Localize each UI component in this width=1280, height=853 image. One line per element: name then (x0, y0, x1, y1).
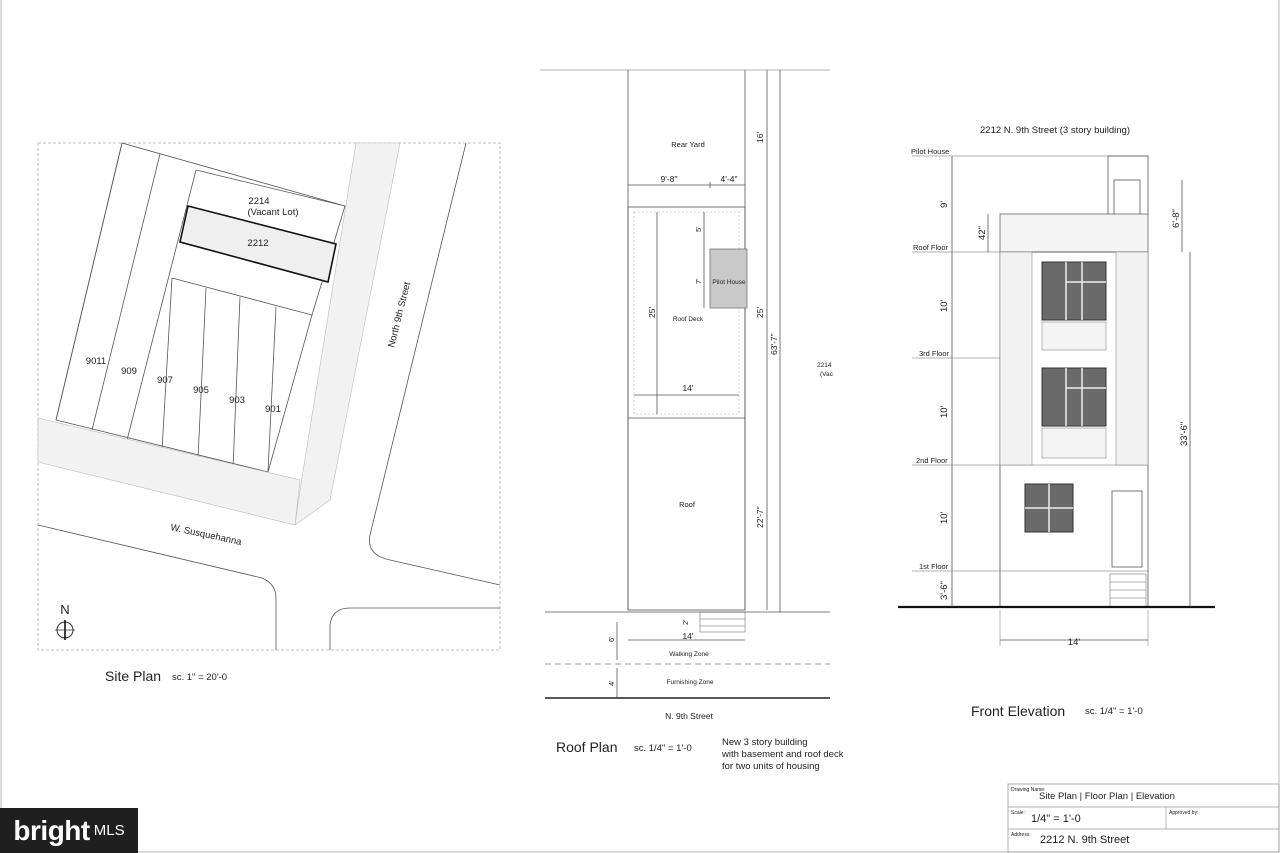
site-lot-number: 903 (229, 395, 245, 406)
roof-dim-2: 2' (681, 619, 690, 625)
sidewalk-susquehanna (38, 418, 300, 525)
roof-dim-63-7: 63'-7" (769, 333, 779, 355)
site-lot-number: 909 (121, 366, 137, 377)
roof-deck-label: Roof Deck (672, 316, 704, 323)
tb-drawing-name: Site Plan | Floor Plan | Elevation (1039, 791, 1175, 802)
window-2nd-floor (1042, 368, 1106, 426)
lot-line (162, 278, 172, 450)
elev-dim-6-8: 6'-8" (1171, 209, 1182, 228)
site-lot-2212-label: 2212 (247, 238, 269, 249)
site-plan-frame (38, 143, 500, 650)
north-arrow-icon (55, 620, 75, 640)
elevation-heading: 2212 N. 9th Street (3 story building) (980, 125, 1130, 136)
lot-line (127, 170, 196, 440)
roof-plan-title: Roof Plan (556, 739, 618, 755)
site-street-north-9th: North 9th Street (386, 280, 414, 349)
window-3rd-floor (1042, 262, 1106, 320)
site-lot-number: 901 (265, 404, 281, 415)
roof-pilot-house: Pilot House (712, 279, 746, 286)
entry-stairs (1110, 574, 1146, 607)
roof-dim-4-4: 4'-4" (720, 174, 738, 184)
brick-pier-right (1116, 252, 1148, 465)
lot-line (56, 143, 122, 420)
tb-scale-value: 1/4" = 1'-0 (1031, 813, 1081, 825)
tb-address-value: 2212 N. 9th Street (1040, 834, 1130, 846)
lot-line (196, 170, 345, 206)
roof-railing (1000, 214, 1148, 252)
elev-level-roof-floor: Roof Floor (913, 243, 949, 252)
roof-dim-4: 4' (607, 680, 616, 686)
roof-description-line: with basement and roof deck (722, 749, 844, 760)
roof-lot-2214: 2214 (817, 362, 832, 369)
roof-plan-scale: sc. 1/4" = 1'-0 (634, 743, 692, 754)
panel-3rd-floor (1042, 322, 1106, 350)
pilot-house-door (1114, 180, 1140, 218)
site-lot-number: 905 (193, 385, 209, 396)
lot-line (172, 278, 312, 315)
elev-dim-42: 42" (977, 226, 988, 240)
front-elevation-title: Front Elevation (971, 703, 1066, 719)
brick-pier-left (1000, 252, 1032, 465)
elev-dim-10: 10' (939, 405, 950, 418)
brand-mls: MLS (93, 822, 125, 839)
roof-dim-25-right: 25' (755, 306, 765, 318)
front-elevation-scale: sc. 1/4" = 1'-0 (1085, 706, 1143, 717)
roof-description-line: New 3 story building (722, 737, 808, 748)
roof-dim-5: 5' (694, 226, 703, 232)
title-block (1008, 784, 1279, 852)
site-lot-2214-label: 2214 (248, 196, 270, 207)
tb-scale-label: Scale: (1011, 810, 1025, 816)
panel-2nd-floor (1042, 428, 1106, 458)
roof-furnishing-zone: Furnishing Zone (666, 679, 714, 686)
elev-dim-3-6: 3'-6" (939, 581, 950, 600)
site-plan-scale: sc. 1" = 20'-0 (172, 672, 228, 683)
street-edge (369, 143, 500, 585)
entry-door (1112, 491, 1142, 567)
elev-dim-9: 9' (939, 200, 950, 208)
roof-dim-6: 6' (607, 636, 616, 642)
sidewalk-9th-street (295, 143, 400, 525)
roof-dim-14-mid: 14' (682, 383, 694, 393)
roof-dim-16: 16' (755, 131, 765, 143)
site-plan-title: Site Plan (105, 668, 162, 684)
roof-walking-zone: Walking Zone (669, 651, 709, 658)
roof-dim-9-8: 9'-8" (660, 174, 678, 184)
elev-dim-14: 14' (1067, 637, 1081, 648)
roof-dim-22-7: 22'-7" (755, 506, 765, 528)
elev-dim-10: 10' (939, 299, 950, 312)
roof-plan (540, 70, 844, 772)
site-plan (38, 143, 500, 684)
roof-lot-2214-note: (Vac (820, 371, 833, 378)
elev-level-pilot-house: Pilot House (911, 147, 950, 156)
roof-description-line: for two units of housing (722, 761, 820, 772)
site-lot-number: 9011 (85, 356, 107, 367)
front-elevation (898, 125, 1215, 719)
street-edge (330, 608, 500, 650)
brand-word: bright (13, 814, 90, 846)
bright-mls-logo (0, 808, 138, 853)
elev-level-3rd-floor: 3rd Floor (919, 349, 950, 358)
roof-label: Roof (679, 500, 695, 509)
tb-address-label: Address: (1011, 832, 1031, 838)
block-outline (56, 143, 345, 472)
elev-level-1st-floor: 1st Floor (919, 562, 949, 571)
roof-dim-14-bottom: 14' (682, 631, 694, 641)
roof-street: N. 9th Street (665, 711, 713, 721)
lot-line (233, 297, 240, 468)
roof-rear-yard: Rear Yard (671, 140, 705, 149)
site-lot-number: 907 (157, 375, 173, 386)
lot-line (198, 288, 206, 459)
tb-approved-label: Approved by: (1169, 810, 1199, 816)
lot-line (92, 154, 160, 430)
site-street-susquehanna: W. Susquehanna (169, 522, 243, 548)
roof-dim-7: 7' (694, 278, 703, 284)
elev-level-2nd-floor: 2nd Floor (916, 456, 948, 465)
north-label: N (60, 602, 70, 617)
elev-dim-33-6: 33'-6" (1179, 421, 1190, 446)
roof-dim-25-left: 25' (647, 306, 657, 318)
site-lot-2214-note: (Vacant Lot) (247, 207, 299, 218)
elev-dim-10: 10' (939, 511, 950, 524)
tb-drawing-name-label: Drawing Name: (1011, 787, 1046, 793)
front-steps (700, 612, 745, 632)
